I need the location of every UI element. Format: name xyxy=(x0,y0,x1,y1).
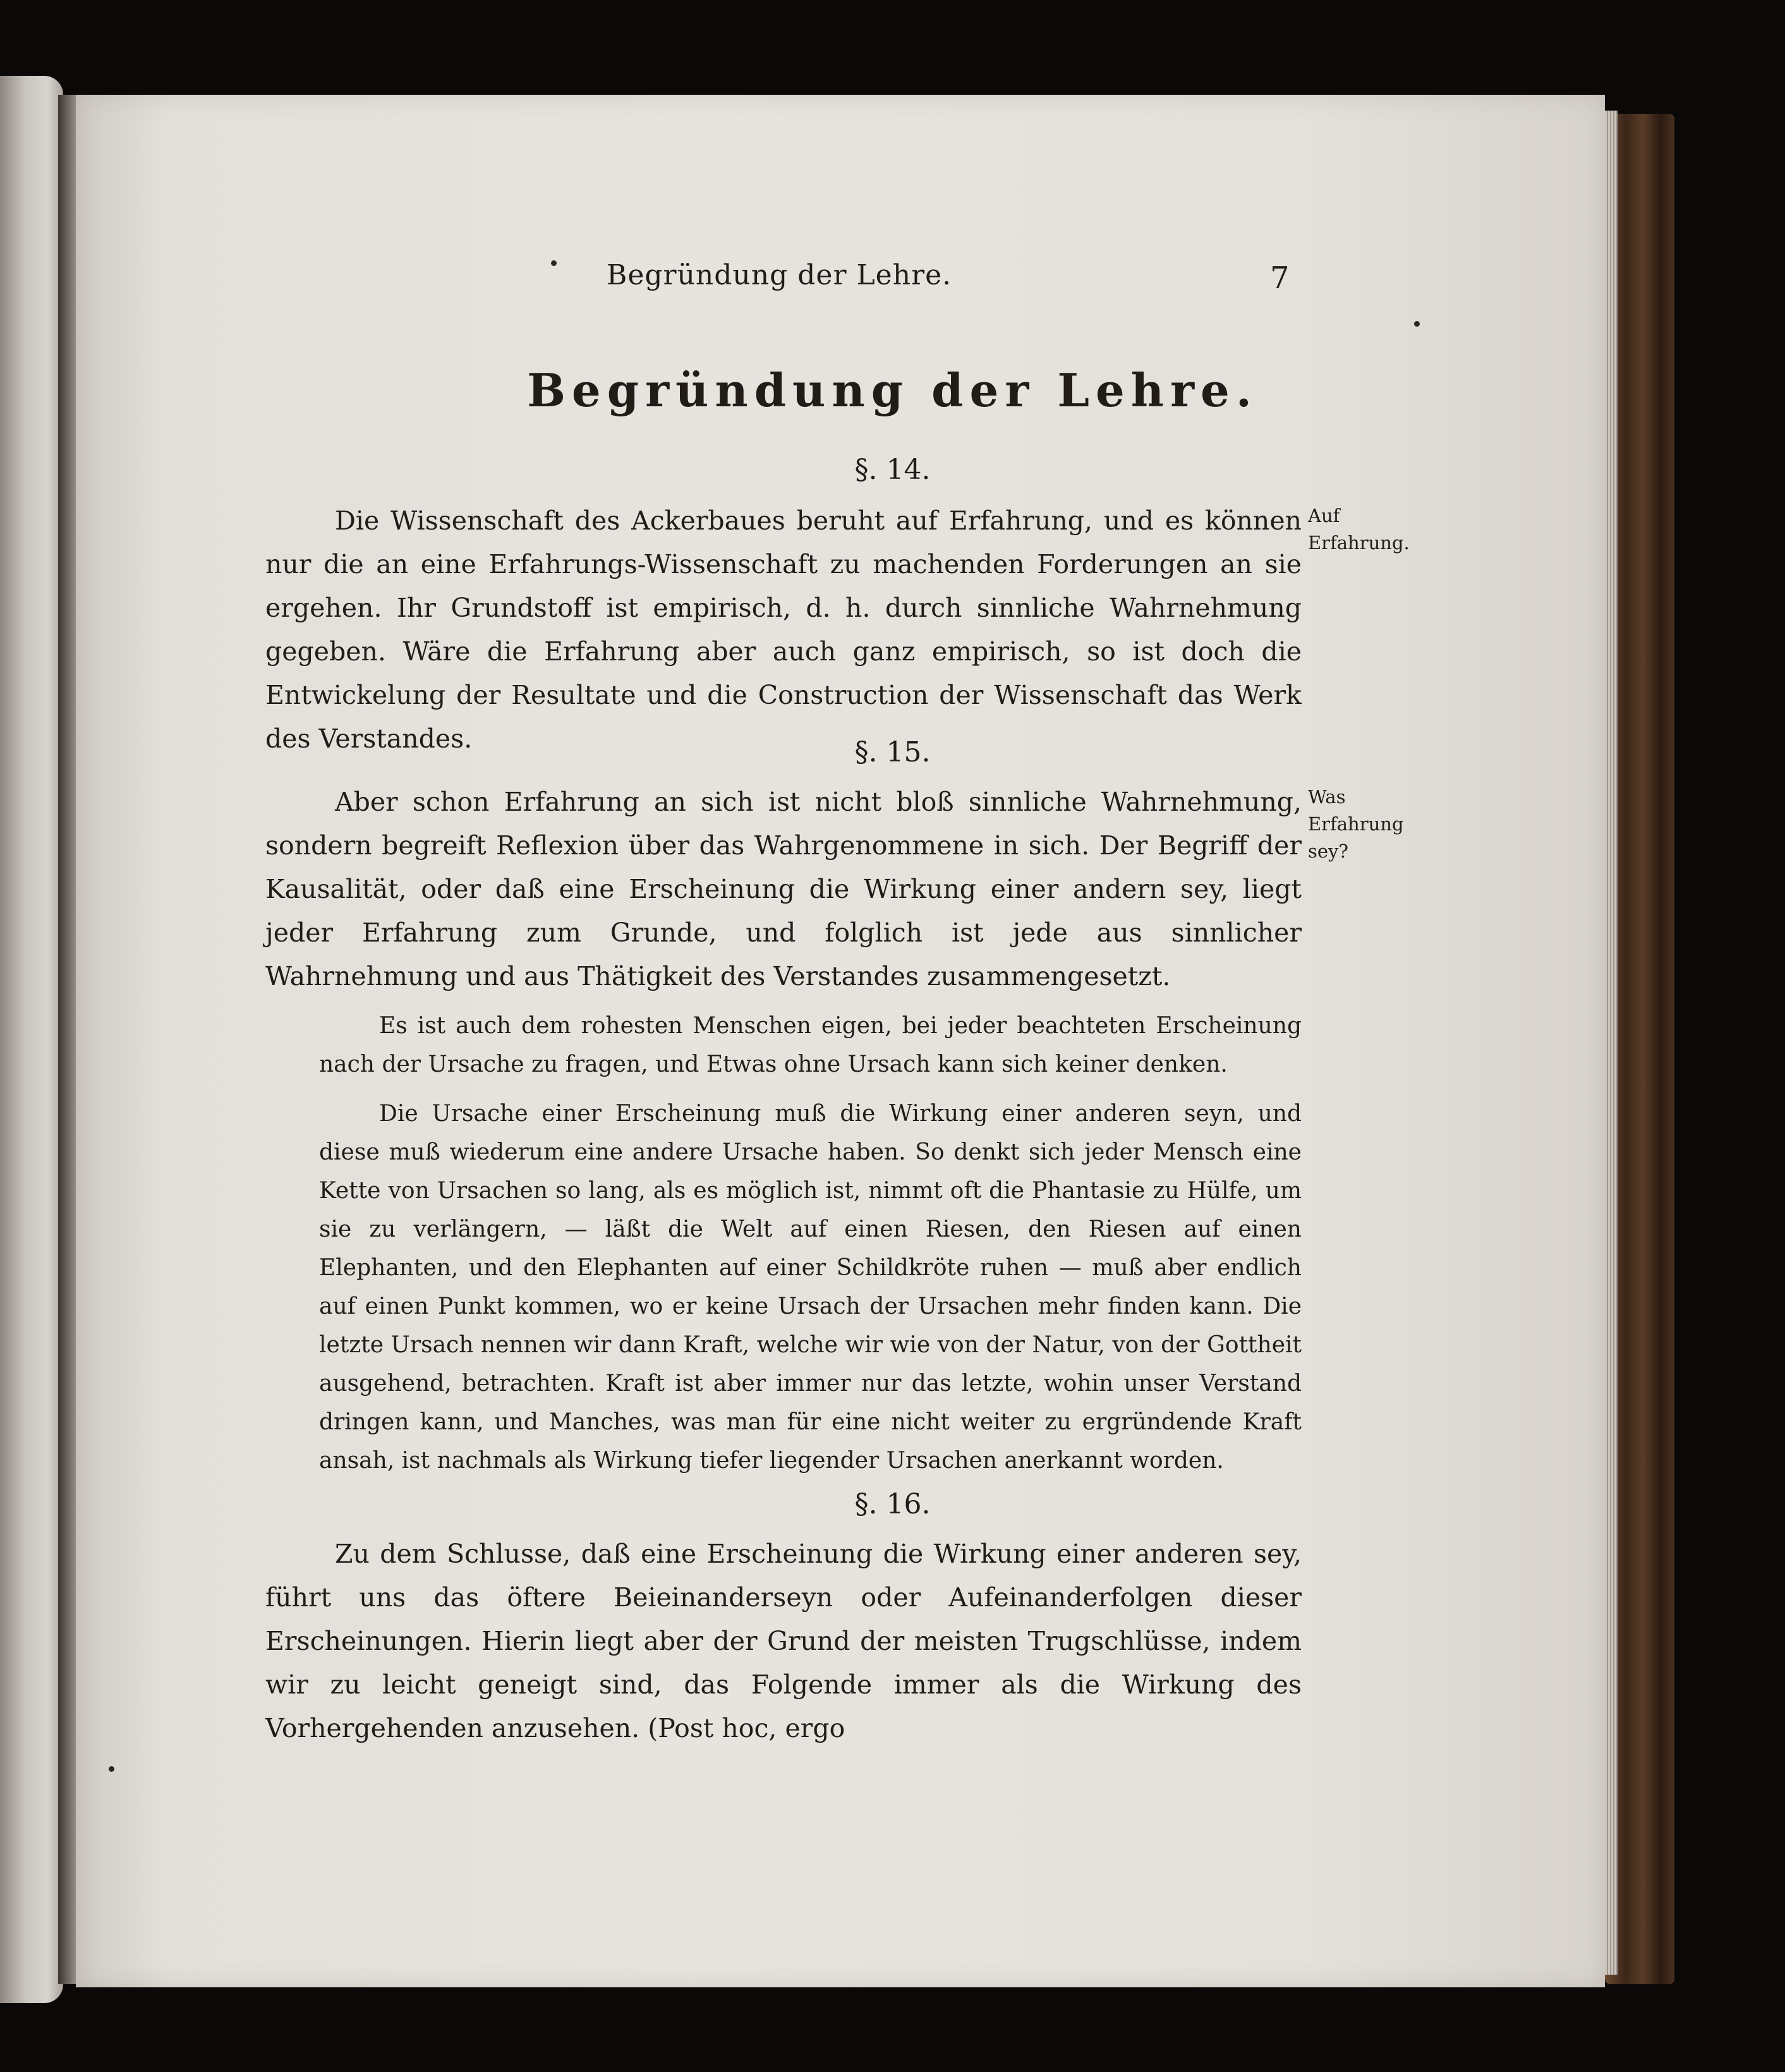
page-number: 7 xyxy=(1270,260,1290,296)
section-15-note-2: Die Ursache einer Erscheinung muß die Wirkung einer anderen seyn, und diese muß wiederum eine andere Ursache haben. So denkt sich jeder Mensch eine Kette von Ursachen so lang, als es möglich ist, nimmt oft die Phantasie zu Hülfe, um sie zu verlängern, — läßt die Welt auf einen Riesen, den Riesen auf einen Elephanten, und den Elephanten auf einer Schildkröte ruhen — muß aber endlich auf einen Punkt kommen, wo er keine Ursach der Ursachen mehr finden kann. Die letzte Ursach nennen wir dann Kraft, welche wir wie von der Natur, von der Gottheit ausgehend, betrachten. Kraft ist aber immer nur das letzte, wohin unser Verstand dringen kann, und Manches, was man für eine nicht weiter zu ergründende Kraft ansah, ist nachmals als Wirkung tiefer liegender Ursachen anerkannt worden. xyxy=(319,1101,1302,1474)
margin-note-15: Was Erfahrung sey? xyxy=(1308,786,1404,862)
chapter-title: Begründung der Lehre. xyxy=(527,363,1258,417)
section-16-paragraph: Zu dem Schlusse, daß eine Erscheinung die Wirkung einer anderen sey, führt uns das öftere Beieinanderseyn oder Aufeinanderfolgen dieser Erscheinungen. Hierin liegt aber der Grund der meisten Trugschlüsse, indem wir zu leicht geneigt sind, das Folgende immer als die Wirkung des Vorhergehenden anzusehen. (Post hoc, ergo xyxy=(265,1539,1302,1743)
ink-speck xyxy=(551,260,557,266)
section-14-paragraph: Die Wissenschaft des Ackerbaues beruht auf Erfahrung, und es können nur die an eine Erfahrungs-Wissenschaft zu machenden Forderungen an sie ergehen. Ihr Grundstoff ist empirisch, d. h. durch sinnliche Wahrnehmung gegeben. Wäre die Erfahrung aber auch ganz empirisch, so ist doch die Entwickelung der Resultate und die Construction der Wissenschaft das Werk des Verstandes. xyxy=(265,506,1302,754)
section-mark-14: §. 14. xyxy=(854,454,931,486)
ink-speck xyxy=(109,1766,114,1772)
section-15-paragraph: Aber schon Erfahrung an sich ist nicht bloß sinnliche Wahrnehmung, sondern begreift Reflexion über das Wahrgenommene in sich. Der Begriff der Kausalität, oder daß eine Erscheinung die Wirkung einer andern sey, liegt jeder Erfahrung zum Grunde, und folglich ist jede aus sinnlicher Wahrnehmung und aus Thätigkeit des Verstandes zusammengesetzt. xyxy=(265,787,1302,991)
running-title: Begründung der Lehre. xyxy=(607,259,952,291)
section-mark-16: §. 16. xyxy=(854,1488,931,1520)
margin-note-14: Auf Erfahrung. xyxy=(1308,505,1410,554)
section-mark-15: §. 15. xyxy=(854,736,931,768)
ink-speck xyxy=(1414,321,1420,327)
section-15-note-1: Es ist auch dem rohesten Menschen eigen, bei jeder beachteten Erscheinung nach der Ursache zu fragen, und Etwas ohne Ursach kann sich keiner denken. xyxy=(319,1013,1302,1077)
